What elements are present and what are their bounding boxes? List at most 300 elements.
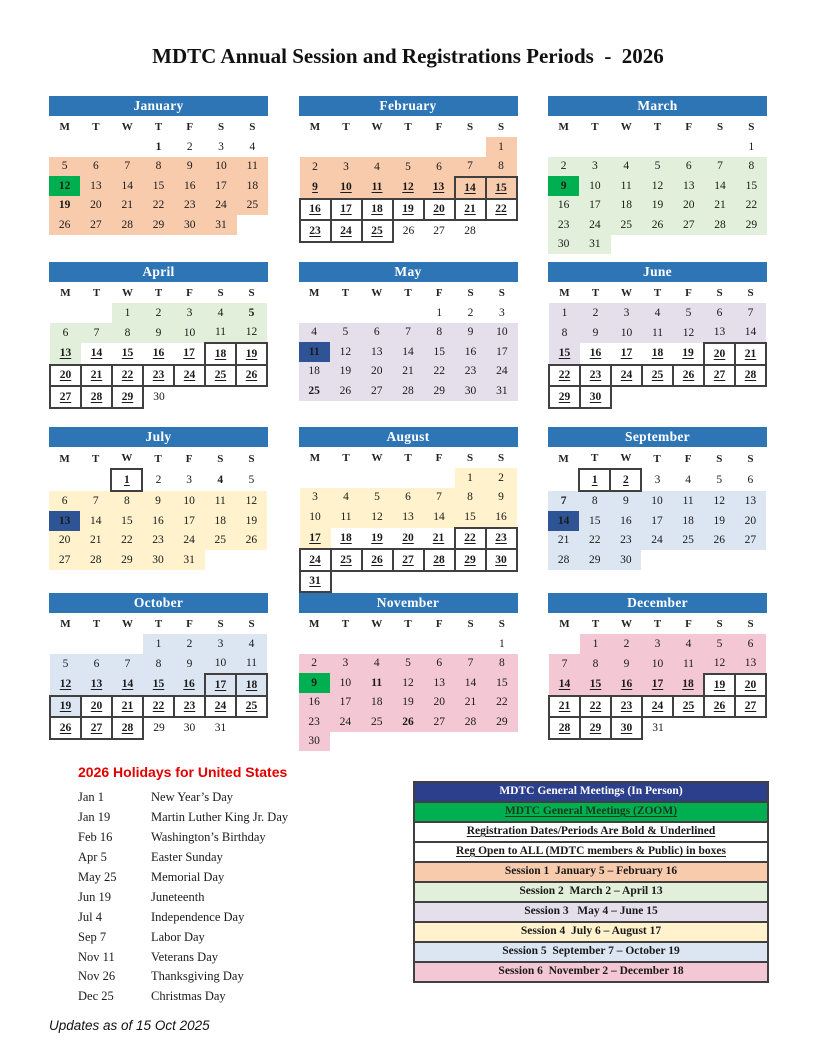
day-cell [549,634,580,654]
month-june [548,262,767,427]
day-cell: 6 [361,323,392,343]
day-header: T [653,121,662,133]
holiday-name: Juneteenth [151,889,205,904]
day-header: T [653,618,662,630]
day-header: S [497,121,505,133]
day-cell: 4 [249,140,256,153]
day-cell: 12 [49,176,80,196]
holiday-date: Jun 19 [78,889,111,904]
day-cell: 2 [610,469,641,491]
day-cell: 27 [704,365,735,387]
day-header: S [498,618,505,630]
day-cell: 28 [548,550,579,570]
day-cell [236,386,267,408]
day-header: T [342,452,350,464]
day-cell: 17 [205,176,236,196]
day-cell: 10 [641,491,672,512]
day-header: M [559,618,570,630]
day-cell: 5 [248,473,255,486]
month-title: September [548,427,767,447]
day-cell: 24 [641,531,672,551]
day-cell: 11 [299,342,330,362]
day-cell: 28 [464,225,476,238]
day-header: S [466,121,474,133]
day-cell: 2 [467,306,474,319]
day-cell: 26 [49,215,80,235]
day-header: S [716,618,723,630]
day-cell: 26 [673,365,704,387]
day-cell: 21 [112,696,143,718]
day-cell [611,137,642,157]
day-cell: 18 [205,511,236,531]
day-header: T [92,287,101,299]
day-cell: 2 [486,468,517,488]
day-header: W [122,287,133,299]
day-cell: 23 [610,531,641,551]
day-header: S [217,121,225,133]
day-cell [735,717,766,739]
day-cell: 27 [81,717,112,739]
day-cell: 11 [611,176,642,196]
day-cell: 19 [371,531,383,544]
day-cell: 16 [174,674,205,696]
day-cell: 3 [498,306,505,319]
day-cell: 7 [81,323,112,344]
day-cell: 5 [236,303,267,323]
day-cell: 11 [205,323,236,344]
day-cell: 29 [455,549,486,571]
day-cell [424,571,455,593]
day-cell: 16 [455,342,486,362]
day-cell: 31 [486,381,517,401]
day-cell: 1 [580,634,611,654]
day-cell: 7 [112,157,143,177]
day-cell [393,137,424,157]
day-cell: 15 [121,347,134,360]
day-cell [486,571,517,593]
day-header: F [685,121,693,133]
day-cell: 14 [112,176,143,196]
day-cell: 11 [331,507,362,528]
month-grid [548,614,767,740]
month-february [299,96,518,262]
day-cell: 3 [331,157,362,178]
day-cell: 6 [424,654,455,674]
day-header: S [716,121,724,133]
day-header: W [371,618,383,630]
day-header: S [466,452,474,464]
day-cell: 10 [642,654,673,675]
day-cell: 24 [579,215,610,235]
day-cell: 25 [642,365,673,387]
day-cell: 23 [580,365,611,387]
day-cell: 7 [549,654,580,675]
day-cell: 6 [735,634,766,654]
day-cell: 29 [424,381,455,401]
day-header: T [653,287,662,299]
day-cell: 23 [455,362,486,382]
day-header: F [435,287,443,299]
day-cell: 15 [455,507,486,528]
day-cell: 13 [81,674,112,696]
day-cell: 15 [143,674,174,696]
month-grid [548,283,767,409]
day-cell: 29 [580,717,611,739]
day-cell: 6 [81,654,112,675]
day-header: T [154,287,163,299]
day-header: S [748,121,755,133]
day-cell [330,732,361,752]
holiday-name: Memorial Day [151,870,225,884]
day-header: F [435,618,443,630]
holiday-item [78,907,408,927]
holidays-title: 2026 Holidays for United States [78,764,288,780]
day-cell: 26 [330,381,361,401]
day-cell: 8 [736,157,767,177]
day-cell: 28 [424,549,455,571]
day-cell: 10 [486,323,517,343]
day-cell: 8 [486,157,517,178]
day-cell: 2 [611,634,642,654]
day-cell: 29 [153,722,165,735]
day-cell: 20 [49,531,80,551]
day-cell [486,732,517,752]
day-cell: 21 [80,531,111,551]
day-cell: 2 [186,140,193,153]
day-cell [673,137,704,157]
day-cell: 14 [704,176,735,196]
day-cell: 5 [642,157,673,177]
day-cell: 9 [143,323,174,344]
day-cell: 26 [402,225,415,238]
day-cell: 6 [50,323,81,344]
day-cell: 28 [392,381,423,401]
day-cell: 19 [49,196,80,216]
month-title: May [299,262,518,282]
day-cell [49,137,80,157]
legend-row: Session 2 March 2 – April 13 [413,881,769,901]
day-cell: 11 [673,654,704,675]
month-april [49,262,268,427]
day-cell: 20 [704,343,735,365]
holiday-item [78,947,408,967]
day-cell: 24 [611,365,642,387]
day-cell: 8 [579,491,610,512]
day-cell: 17 [205,674,236,696]
day-cell: 15 [486,177,517,199]
day-cell: 15 [111,511,142,531]
day-cell: 13 [704,323,735,344]
day-cell: 14 [90,347,103,360]
day-cell: 9 [611,654,642,675]
day-header: F [685,618,692,630]
months-grid [49,96,767,751]
day-cell: 12 [642,176,673,196]
day-cell: 25 [611,215,642,235]
day-cell: 18 [205,343,236,365]
day-cell: 23 [143,365,174,387]
day-cell [455,732,486,752]
day-cell: 31 [174,550,205,570]
day-cell: 11 [236,654,267,675]
day-cell: 16 [610,511,641,531]
legend-row: Session 5 September 7 – October 19 [413,941,769,961]
day-cell: 16 [611,674,642,696]
day-cell: 31 [214,722,227,735]
day-cell: 8 [580,654,611,675]
day-cell: 20 [424,693,455,713]
day-cell: 13 [735,654,766,675]
day-cell [641,550,672,570]
day-header: W [621,287,632,299]
day-cell: 10 [330,673,361,693]
day-cell: 17 [579,196,610,216]
day-cell [424,468,455,488]
day-cell: 31 [205,215,236,235]
day-cell: 14 [392,342,423,362]
day-header: M [558,121,569,133]
day-cell: 18 [673,674,704,696]
holiday-item [78,788,408,808]
day-cell: 13 [424,673,455,693]
day-cell: 3 [218,140,224,153]
day-cell: 9 [174,157,205,177]
day-cell [611,386,642,408]
day-cell: 28 [704,215,735,235]
day-header: F [186,618,193,630]
day-cell: 30 [142,550,173,570]
day-cell: 14 [455,177,486,199]
day-cell: 28 [81,386,112,408]
day-cell: 22 [111,531,142,551]
day-header: S [217,287,224,299]
holiday-item [78,808,408,828]
day-cell [548,137,579,157]
day-cell: 30 [548,235,579,255]
day-cell: 8 [486,654,517,674]
month-grid [548,448,767,570]
day-header: T [342,121,350,133]
day-cell: 14 [735,323,766,344]
holiday-name: Easter Sunday [151,850,223,865]
day-cell: 21 [735,343,766,365]
day-cell: 26 [236,531,267,551]
day-cell: 12 [704,491,735,512]
day-cell: 15 [486,673,517,693]
day-cell: 24 [331,220,362,242]
day-cell: 22 [143,196,174,216]
day-cell: 26 [642,215,673,235]
day-cell: 3 [579,157,610,177]
day-cell: 8 [455,488,486,508]
day-cell: 18 [651,347,664,360]
day-header: S [747,452,754,465]
day-cell [174,386,205,408]
day-cell: 12 [236,491,267,512]
day-cell: 16 [174,176,205,196]
day-cell [392,303,423,323]
day-cell: 18 [236,674,267,696]
day-cell: 31 [300,571,331,593]
day-cell: 29 [736,215,767,235]
day-header: F [186,287,193,299]
day-cell: 11 [205,491,236,512]
day-cell: 2 [174,634,205,654]
day-header: T [591,618,600,630]
month-grid [299,448,518,593]
holiday-date: Jan 1 [78,790,105,805]
legend-row: Session 3 May 4 – June 15 [413,901,769,921]
month-grid [49,117,268,235]
day-cell: 25 [299,381,330,401]
day-cell: 5 [392,654,423,674]
month-grid [299,283,518,401]
month-title: March [548,96,767,116]
day-cell: 10 [579,176,610,196]
day-cell [50,634,81,654]
day-cell: 25 [361,712,392,732]
month-title: February [299,96,518,116]
day-cell: 25 [237,196,268,216]
day-cell: 31 [579,235,610,255]
day-cell: 27 [735,531,766,551]
day-header: S [716,452,723,465]
day-cell: 5 [50,654,81,675]
legend-row: Session 4 July 6 – August 17 [413,921,769,941]
day-cell: 18 [673,511,704,531]
day-cell: 17 [300,528,331,550]
day-cell [300,137,331,157]
update-note: Updates as of 15 Oct 2025 [49,1018,210,1033]
day-cell: 18 [361,693,392,713]
day-cell: 7 [455,654,486,674]
day-cell: 26 [236,365,267,387]
day-cell [486,220,517,242]
day-cell [455,137,486,157]
day-cell: 25 [205,531,236,551]
legend-row: Reg Open to ALL (MDTC members & Public) in boxes [413,841,769,861]
day-cell: 22 [424,362,455,382]
day-cell: 4 [673,634,704,654]
day-cell: 28 [735,365,766,387]
day-cell [642,137,673,157]
day-cell: 11 [361,673,392,693]
day-cell [642,235,673,255]
day-cell: 3 [205,634,236,654]
day-header: T [404,287,412,299]
day-cell: 21 [432,531,445,544]
day-cell: 1 [436,306,443,319]
month-title: June [548,262,767,282]
day-cell: 14 [548,511,579,531]
day-cell [361,732,392,752]
day-cell [736,235,767,255]
day-header: F [185,452,193,465]
day-cell [112,137,143,157]
day-header: T [341,287,350,299]
month-august [299,427,518,593]
day-cell: 22 [579,531,610,551]
day-cell: 26 [50,717,81,739]
day-cell: 17 [174,511,205,531]
month-october [49,593,268,751]
day-cell: 21 [549,696,580,718]
day-cell: 25 [673,696,704,718]
day-cell [424,137,455,157]
day-cell: 3 [186,473,192,486]
day-cell [205,550,236,570]
month-march [548,96,767,262]
month-title: December [548,593,767,613]
holiday-date: Jul 4 [78,909,102,924]
holiday-item [78,927,408,947]
day-cell: 22 [736,196,767,216]
day-cell: 19 [704,674,735,696]
day-cell: 20 [402,531,414,544]
day-cell: 12 [673,323,704,344]
day-cell: 30 [580,386,611,408]
day-cell: 18 [362,199,393,221]
day-cell: 16 [300,199,331,221]
day-cell [80,469,111,491]
day-cell: 12 [330,342,361,362]
day-header: M [309,452,321,464]
month-may [299,262,518,427]
day-cell: 22 [112,365,143,387]
day-cell [362,571,393,593]
day-cell: 30 [611,717,642,739]
day-cell: 15 [579,511,610,531]
day-cell: 1 [111,469,142,491]
day-cell: 1 [579,469,610,491]
day-cell: 20 [424,199,455,221]
day-header: S [248,452,255,465]
day-cell: 21 [81,365,112,387]
day-cell: 1 [143,634,174,654]
day-cell [392,732,423,752]
day-header: W [371,121,383,133]
day-cell: 23 [174,196,205,216]
day-cell: 17 [183,347,195,360]
day-cell: 26 [704,696,735,718]
day-cell: 7 [735,303,766,323]
month-grid [299,614,518,751]
day-cell: 14 [424,507,455,528]
day-cell: 23 [174,696,205,718]
day-cell: 9 [455,323,486,343]
day-header: T [92,452,100,465]
day-header: M [559,287,570,299]
day-cell: 16 [589,347,602,360]
day-cell [49,469,80,491]
day-cell [237,215,268,235]
day-cell: 26 [704,531,735,551]
day-cell: 24 [174,365,205,387]
day-cell [393,468,424,488]
day-cell [735,550,766,570]
day-header: W [371,452,383,464]
day-cell: 30 [183,722,196,735]
day-cell: 13 [361,342,392,362]
day-cell: 19 [330,362,361,382]
day-cell: 13 [80,176,111,196]
day-cell: 30 [299,732,330,752]
day-cell [236,717,267,739]
day-cell [673,717,704,739]
day-header: T [404,618,412,630]
legend-row: MDTC General Meetings (In Person) [413,781,769,801]
day-cell: 26 [362,549,393,571]
